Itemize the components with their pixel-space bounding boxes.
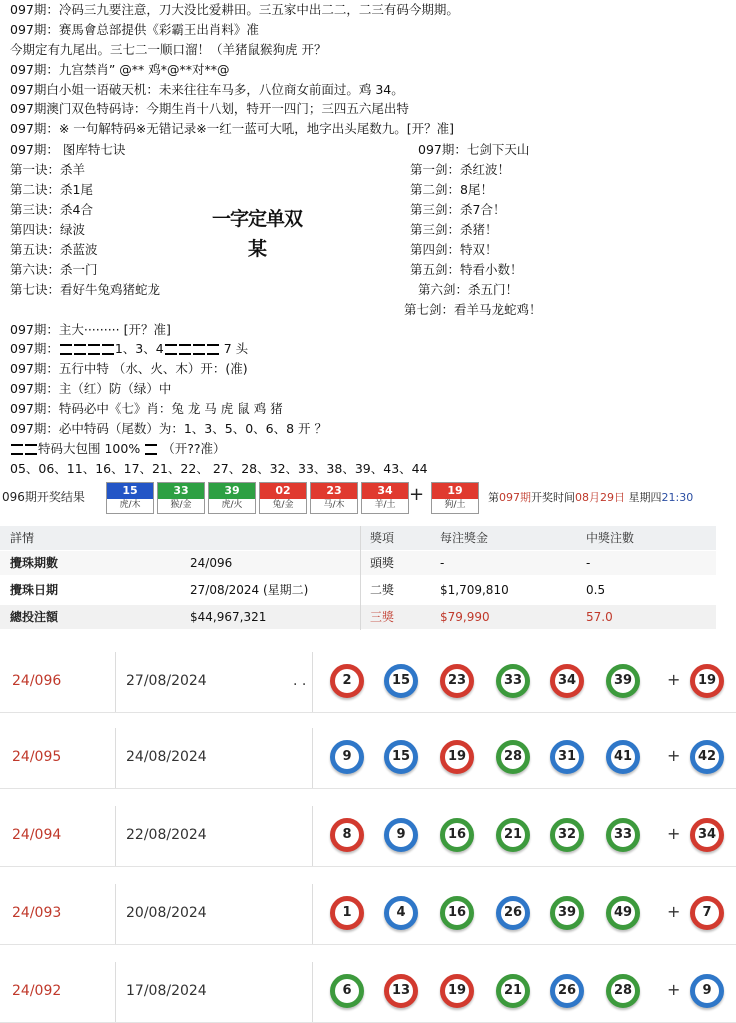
history-extra-mark: . .	[293, 673, 307, 689]
lottery-ball: 26	[550, 974, 584, 1008]
lottery-ball: 19	[440, 974, 474, 1008]
tile-number: 39	[209, 483, 255, 499]
table-row	[0, 605, 716, 629]
right-item: 第四剑：特双！	[410, 242, 498, 257]
lottery-ball: 19	[440, 740, 474, 774]
lower-line-2	[10, 339, 248, 359]
col-header: 詳情	[10, 531, 35, 545]
right-item: 第六剑：杀五门！	[418, 282, 519, 297]
col-header: 中獎注數	[586, 531, 635, 545]
lower-line-7-text: 特码大包围 100%	[38, 441, 141, 456]
column-divider	[312, 806, 313, 866]
tile-label: 羊/土	[374, 500, 396, 510]
tile-label: 猴/金	[170, 500, 192, 510]
bar-mark	[193, 344, 205, 355]
strip-title: 096期开奖结果	[2, 490, 85, 504]
text-line-7: 097期：※ 一句解特码※无错记录※一红一蓝可大吼，地字出头尾数九。[开？准]	[10, 121, 455, 136]
lottery-ball: 21	[496, 974, 530, 1008]
result-tile	[310, 482, 358, 514]
lottery-ball: 9	[330, 740, 364, 774]
lottery-ball: 32	[550, 818, 584, 852]
right-item: 第一剑：杀红波！	[410, 162, 511, 177]
left-item: 第五诀：杀蓝波	[10, 242, 98, 257]
history-period: 24/095	[12, 749, 62, 765]
tile-label: 狗/土	[444, 500, 466, 510]
winner-count: 0.5	[586, 583, 606, 597]
result-tile	[157, 482, 205, 514]
right-item: 第五剑：特看小数！	[410, 262, 523, 277]
result-tile	[361, 482, 409, 514]
plus-icon: +	[409, 484, 425, 505]
result-tile	[208, 482, 256, 514]
left-item: 第六诀：杀一门	[10, 262, 98, 277]
history-date: 20/08/2024	[126, 905, 207, 921]
history-row	[0, 806, 736, 867]
left-item: 第七诀：看好牛兔鸡猪蛇龙	[10, 282, 161, 297]
tile-number: 19	[432, 483, 478, 499]
text-line-3: 今期定有九尾出。三七二一顺口溜！（羊猪鼠猴狗虎 开？	[10, 42, 327, 57]
next-draw-weekday: 星期四	[625, 491, 662, 504]
prize-name: 頭獎	[370, 556, 395, 570]
plus-icon: +	[667, 746, 681, 765]
lower-line-3: 097期：五行中特 （水、火、木）开：(准)	[10, 361, 248, 376]
col-header: 獎項	[370, 531, 395, 545]
row-value: 27/08/2024 (星期二)	[190, 583, 309, 597]
text-line-2: 097期：赛馬會总部提供《彩霸王出肖料》准	[10, 22, 259, 37]
lottery-ball: 9	[384, 818, 418, 852]
lottery-ball: 49	[606, 896, 640, 930]
bar-mark	[11, 444, 23, 455]
right-item: 第七剑：看羊马龙蛇鸡！	[404, 302, 542, 317]
text-line-6: 097期澳门双色特码诗：今期生肖十八划，特开一四门；三四五六尾出特	[10, 101, 409, 116]
special-ball: 9	[690, 974, 724, 1008]
next-draw-info	[488, 489, 693, 505]
left-header: 097期： 图库特七诀	[10, 142, 126, 157]
history-period: 24/096	[12, 673, 62, 689]
draw-info-table	[0, 526, 716, 630]
column-divider	[115, 962, 116, 1022]
lower-line-4: 097期：主（红）防（绿）中	[10, 381, 172, 396]
history-period: 24/093	[12, 905, 62, 921]
history-row	[0, 884, 736, 945]
text-line-5: 097期白小姐一语破天机：未来往往车马多，八位商女前面过。鸡 34。	[10, 82, 404, 97]
tile-label: 虎/木	[119, 500, 141, 510]
column-divider	[312, 652, 313, 712]
table-row	[0, 551, 716, 575]
tile-label: 兔/金	[272, 500, 294, 510]
bar-mark	[88, 344, 100, 355]
lottery-ball: 16	[440, 896, 474, 930]
bar-mark	[74, 344, 86, 355]
bar-mark	[60, 344, 72, 355]
lottery-ball: 4	[384, 896, 418, 930]
history-date: 27/08/2024	[126, 673, 207, 689]
bar-mark	[145, 444, 157, 455]
lottery-ball: 8	[330, 818, 364, 852]
winner-count: 57.0	[586, 610, 613, 624]
plus-icon: +	[667, 980, 681, 999]
special-ball: 34	[690, 818, 724, 852]
column-divider	[115, 884, 116, 944]
lottery-ball: 2	[330, 664, 364, 698]
lottery-ball: 21	[496, 818, 530, 852]
lottery-ball: 33	[496, 664, 530, 698]
lower-line-2-mid: 1、3、4	[114, 341, 164, 356]
tile-label: 虎/火	[221, 500, 243, 510]
plus-icon: +	[667, 902, 681, 921]
table-header	[0, 526, 716, 550]
tile-number: 02	[260, 483, 306, 499]
column-divider	[115, 806, 116, 866]
history-period: 24/092	[12, 983, 62, 999]
lower-line-7-tail: （开??准）	[162, 441, 226, 456]
lower-line-1: 097期：主大········· [开？准]	[10, 322, 171, 337]
tile-number: 34	[362, 483, 408, 499]
prize-name: 三獎	[370, 610, 395, 624]
table-divider	[360, 526, 361, 630]
next-draw-date: 08月29日	[575, 491, 625, 504]
result-tile	[106, 482, 154, 514]
lottery-ball: 28	[606, 974, 640, 1008]
bar-mark	[102, 344, 114, 355]
tile-number: 23	[311, 483, 357, 499]
right-item: 第三剑：杀猪！	[410, 222, 498, 237]
next-draw-label: 开奖时间	[531, 491, 575, 504]
bar-mark	[207, 344, 219, 355]
tile-label: 马/木	[323, 500, 345, 510]
prize-amount: $79,990	[440, 610, 490, 624]
lottery-ball: 23	[440, 664, 474, 698]
special-ball: 7	[690, 896, 724, 930]
tile-number: 33	[158, 483, 204, 499]
prize-amount: $1,709,810	[440, 583, 509, 597]
history-row	[0, 652, 736, 713]
text-line-4: 097期：九宫禁肖” @** 鸡*@**对**@	[10, 62, 230, 77]
column-divider	[312, 728, 313, 788]
prize-amount: -	[440, 556, 445, 570]
lottery-ball: 16	[440, 818, 474, 852]
column-divider	[115, 728, 116, 788]
right-header: 097期：七剑下天山	[418, 142, 530, 157]
lottery-ball: 15	[384, 664, 418, 698]
right-item: 第二剑：8尾！	[410, 182, 493, 197]
lower-line-8: 05、06、11、16、17、21、22、 27、28、32、33、38、39、43、44	[10, 461, 428, 476]
special-ball: 42	[690, 740, 724, 774]
lottery-ball: 13	[384, 974, 418, 1008]
lottery-ball: 28	[496, 740, 530, 774]
history-period: 24/094	[12, 827, 62, 843]
special-ball: 19	[690, 664, 724, 698]
bar-mark	[25, 444, 37, 455]
center-big-text	[212, 204, 302, 264]
column-divider	[312, 962, 313, 1022]
row-value: $44,967,321	[190, 610, 267, 624]
row-label: 總投注額	[10, 610, 59, 624]
center-big-line: 一字定单双	[212, 208, 303, 230]
center-big-line: 某	[247, 238, 266, 260]
plus-icon: +	[667, 670, 681, 689]
left-item: 第一诀：杀羊	[10, 162, 86, 177]
column-divider	[115, 652, 116, 712]
lower-line-2-prefix: 097期：	[10, 341, 59, 356]
plus-icon: +	[667, 824, 681, 843]
lottery-ball: 33	[606, 818, 640, 852]
history-date: 22/08/2024	[126, 827, 207, 843]
lottery-ball: 1	[330, 896, 364, 930]
row-label: 攪珠日期	[10, 583, 59, 597]
history-date: 24/08/2024	[126, 749, 207, 765]
lower-line-7	[10, 439, 225, 459]
bar-mark	[165, 344, 177, 355]
prize-name: 二獎	[370, 583, 395, 597]
lottery-ball: 39	[606, 664, 640, 698]
lottery-ball: 39	[550, 896, 584, 930]
right-item: 第三剑：杀7合！	[410, 202, 506, 217]
history-date: 17/08/2024	[126, 983, 207, 999]
lottery-ball: 34	[550, 664, 584, 698]
left-item: 第四诀：绿波	[10, 222, 86, 237]
row-label: 攪珠期數	[10, 556, 59, 570]
history-row	[0, 962, 736, 1023]
next-draw-prefix: 第	[488, 491, 499, 504]
result-tile	[259, 482, 307, 514]
left-item: 第三诀：杀4合	[10, 202, 93, 217]
winner-count: -	[586, 556, 591, 570]
table-row	[0, 578, 716, 602]
lower-line-5: 097期：特码必中《七》肖：兔 龙 马 虎 鼠 鸡 猪	[10, 401, 283, 416]
special-result-tile	[431, 482, 479, 514]
left-item: 第二诀：杀1尾	[10, 182, 93, 197]
next-draw-period: 097期	[499, 491, 531, 504]
row-value: 24/096	[190, 556, 233, 570]
tile-number: 15	[107, 483, 153, 499]
lottery-ball: 6	[330, 974, 364, 1008]
lottery-ball: 15	[384, 740, 418, 774]
bar-mark	[179, 344, 191, 355]
next-draw-time: 21:30	[661, 491, 694, 504]
result-strip	[0, 482, 736, 514]
lottery-ball: 31	[550, 740, 584, 774]
col-header: 每注獎金	[440, 531, 489, 545]
text-line-1: 097期：冷码三九要注意，刀大没比爱耕田。三五家中出二二，二三有码今期期。	[10, 2, 459, 17]
lower-line-2-suffix: 7 头	[223, 341, 249, 356]
lottery-ball: 41	[606, 740, 640, 774]
history-row	[0, 728, 736, 789]
lower-line-6: 097期：必中特码（尾数）为：1、3、5、0、6、8 开 ？	[10, 421, 328, 436]
lottery-ball: 26	[496, 896, 530, 930]
column-divider	[312, 884, 313, 944]
